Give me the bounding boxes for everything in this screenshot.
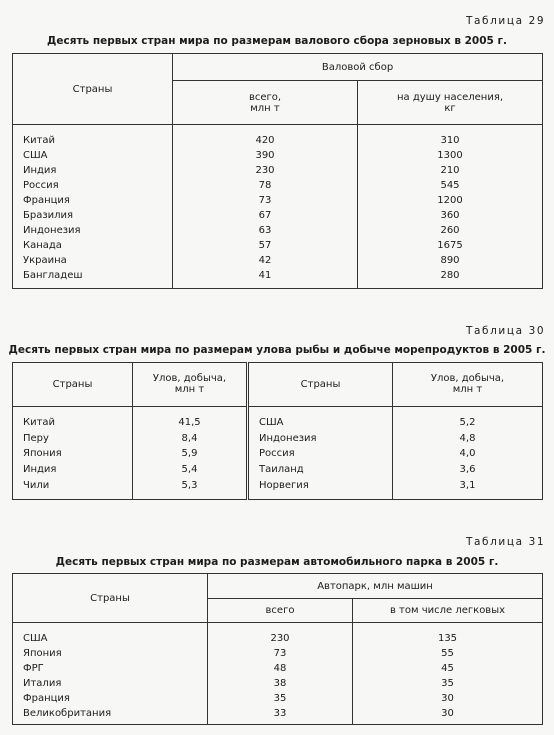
per-capita-cell: 210 (358, 163, 543, 178)
country-cell: Россия (23, 179, 59, 191)
table-31-header-group: Автопарк, млн машин (208, 574, 543, 599)
country-cell: Канада (23, 239, 62, 251)
table-row (13, 446, 543, 462)
country-cell: Норвегия (248, 477, 393, 493)
table-row (13, 462, 543, 478)
catch-cell: 5,9 (133, 446, 248, 462)
table-row (13, 415, 543, 431)
per-capita-cell: 1675 (358, 238, 543, 253)
cars-cell: 30 (353, 691, 543, 706)
table-row (13, 676, 543, 691)
table-row (13, 477, 543, 493)
catch-cell: 3,6 (393, 462, 543, 478)
country-cell: Индия (23, 164, 57, 176)
country-cell: Индонезия (248, 430, 393, 446)
country-cell: Бразилия (23, 209, 74, 221)
total-cell: 35 (208, 691, 353, 706)
catch-cell: 3,1 (393, 477, 543, 493)
total-cell: 33 (208, 706, 353, 721)
country-cell: Перу (23, 432, 49, 444)
per-capita-cell: 890 (358, 253, 543, 268)
table-29-header-country: Страны (13, 54, 173, 125)
country-cell: Китай (23, 417, 56, 429)
country-cell: Великобритания (23, 707, 112, 719)
table-row (13, 178, 543, 193)
total-cell: 78 (173, 178, 358, 193)
table-29-title: Десять первых стран мира по размерам валового сбора зерновых в 2005 г. (47, 35, 507, 47)
per-capita-cell: 260 (358, 223, 543, 238)
cars-cell: 35 (353, 676, 543, 691)
country-cell: Франция (23, 194, 70, 206)
table-31-header-country: Страны (13, 574, 208, 623)
table-29-header-per-capita: на душу населения, кг (358, 81, 543, 125)
table-30-header-country-right: Страны (248, 363, 393, 407)
country-cell: Япония (23, 448, 62, 460)
catch-cell: 4,8 (393, 430, 543, 446)
total-cell: 57 (173, 238, 358, 253)
total-cell: 420 (173, 133, 358, 148)
table-row (13, 208, 543, 223)
table-row (13, 193, 543, 208)
cars-cell: 30 (353, 706, 543, 721)
table-30-header-country-left: Страны (13, 363, 133, 407)
per-capita-cell: 1200 (358, 193, 543, 208)
table-29-header-group: Валовой сбор (173, 54, 543, 81)
table-30-header-catch-left: Улов, добыча, млн т (133, 363, 248, 407)
table-29-number: Таблица 29 (466, 15, 546, 27)
catch-cell: 41,5 (133, 415, 248, 431)
country-cell: Украина (23, 254, 67, 266)
table-30-number: Таблица 30 (466, 325, 546, 337)
catch-cell: 5,4 (133, 462, 248, 478)
per-capita-cell: 280 (358, 268, 543, 283)
cars-cell: 135 (353, 631, 543, 646)
cars-cell: 55 (353, 646, 543, 661)
table-row (13, 163, 543, 178)
table-row (13, 691, 543, 706)
catch-cell: 8,4 (133, 430, 248, 446)
country-cell: США (248, 415, 393, 431)
country-cell: ФРГ (23, 662, 44, 674)
table-row (13, 661, 543, 676)
table-31-header-total: всего (208, 599, 353, 623)
country-cell: Франция (23, 692, 70, 704)
table-30 (12, 362, 543, 500)
country-cell: Италия (23, 677, 62, 689)
total-cell: 63 (173, 223, 358, 238)
country-cell: США (23, 149, 48, 161)
table-30-title: Десять первых стран мира по размерам улова рыбы и добыче морепродуктов в 2005 г. (8, 344, 546, 356)
country-cell: Индонезия (23, 224, 81, 236)
country-cell: Индия (23, 464, 57, 476)
table-row (13, 133, 543, 148)
table-31-number: Таблица 31 (466, 536, 546, 548)
country-cell: Россия (248, 446, 393, 462)
catch-cell: 4,0 (393, 446, 543, 462)
per-capita-cell: 310 (358, 133, 543, 148)
table-29 (12, 53, 543, 289)
table-row (13, 238, 543, 253)
table-row (13, 253, 543, 268)
per-capita-cell: 1300 (358, 148, 543, 163)
country-cell: Чили (23, 479, 50, 491)
catch-cell: 5,3 (133, 477, 248, 493)
total-cell: 48 (208, 661, 353, 676)
table-row (13, 223, 543, 238)
table-row (13, 268, 543, 283)
total-cell: 38 (208, 676, 353, 691)
country-cell: Бангладеш (23, 269, 83, 281)
table-row (13, 430, 543, 446)
total-cell: 42 (173, 253, 358, 268)
catch-cell: 5,2 (393, 415, 543, 431)
country-cell: Таиланд (248, 462, 393, 478)
table-31-title: Десять первых стран мира по размерам автомобильного парка в 2005 г. (55, 556, 499, 568)
total-cell: 73 (173, 193, 358, 208)
country-cell: Япония (23, 647, 62, 659)
total-cell: 67 (173, 208, 358, 223)
table-30-header-catch-right: Улов, добыча, млн т (393, 363, 543, 407)
country-cell: США (23, 632, 48, 644)
total-cell: 390 (173, 148, 358, 163)
total-cell: 230 (173, 163, 358, 178)
table-29-header-total: всего, млн т (173, 81, 358, 125)
table-31 (12, 573, 543, 725)
country-cell: Китай (23, 134, 56, 146)
cars-cell: 45 (353, 661, 543, 676)
total-cell: 41 (173, 268, 358, 283)
per-capita-cell: 360 (358, 208, 543, 223)
total-cell: 73 (208, 646, 353, 661)
table-row (13, 631, 543, 646)
table-31-header-cars: в том числе легковых (353, 599, 543, 623)
table-row (13, 706, 543, 721)
table-row (13, 646, 543, 661)
per-capita-cell: 545 (358, 178, 543, 193)
table-row (13, 148, 543, 163)
total-cell: 230 (208, 631, 353, 646)
